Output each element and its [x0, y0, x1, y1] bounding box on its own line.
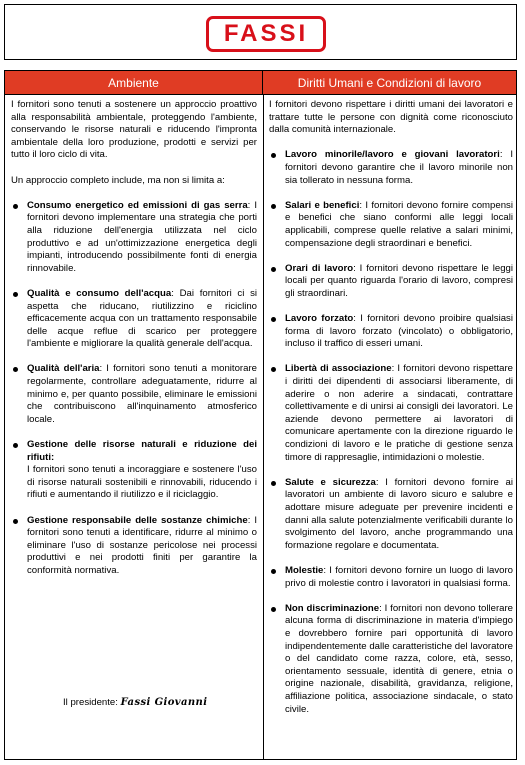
item-text: I fornitori sono tenuti a incoraggiare e sostenere l'uso di risorse naturali sostenibili e rinnovabili, riducendo i rifiuti e aumentando il riutilizzo e il riciclaggio.: [27, 464, 257, 501]
fassi-logo: [206, 16, 326, 52]
item-text: : I fornitori devono fornire compensi e benefici che siano conformi alle leggi locali applicabili, comprese quelle relative a salari minimi, compensazione degli straordinari e benefici.: [285, 199, 513, 249]
list-item: [269, 603, 513, 716]
logo-text: FASSI: [223, 20, 309, 47]
item-title: Lavoro minorile/lavoro e giovani lavoratori: [285, 149, 500, 161]
diritti-intro: I fornitori devono rispettare i diritti umani dei lavoratori e trattare tutte le persone con dignità come riconosciuto dalla comunità internazionale.: [269, 99, 513, 136]
item-text: : I fornitori non devono tollerare alcuna forma di discriminazione in materia d'impiego e dovrebbero fornire pari opportunità di lavoro indipendentemente dalle caratteristiche del lavoratore o del candidato come razza, colore, età, sesso, orientamento sessuale, identità di genere, etnia o origine nazionale, disabilità, gravidanza, religione, affiliazione politica, associazione sindacale, o stato civile.: [285, 602, 513, 715]
item-text: : I fornitori devono fornire ai lavoratori un ambiente di lavoro sicuro e salubre e adottare misure adeguate per prevenire incidenti e danni alla salute potenzialmente verificabili durante lo svolgimento del lavoro, anche programmando una formazione regolare e documentata.: [285, 476, 513, 551]
ambiente-intro-2: Un approccio completo include, ma non si limita a:: [11, 174, 225, 186]
column-ambiente: [11, 99, 257, 578]
list-item: [11, 439, 257, 502]
header-diritti-umani: Diritti Umani e Condizioni di lavoro: [263, 71, 516, 95]
list-item: [269, 565, 513, 590]
list-item: [269, 263, 513, 301]
item-title: Consumo energetico ed emissioni di gas serra: [27, 199, 248, 211]
signature: [63, 697, 207, 708]
item-text: : I fornitori devono implementare una strategia che porti alla riduzione dell'energia utilizzata nel ciclo produttivo e ad un'ottimizzazione energetica degli impianti, introducendo possibilmente fonti di energia rinnovabile.: [27, 199, 257, 274]
item-title: Libertà di associazione: [285, 363, 392, 375]
item-title: Qualità dell'aria: [27, 363, 100, 375]
list-item: [269, 149, 513, 187]
item-title: Non discriminazione: [285, 602, 380, 614]
item-title: Lavoro forzato: [285, 313, 354, 325]
item-text: : I fornitori sono tenuti a identificare, ridurre al minimo o eliminare l'uso di sostanze pericolose nei processi produttivi e nei prodotti finiti per garantire la conformità normativa.: [27, 514, 258, 576]
item-title: Gestione responsabile delle sostanze chimiche: [27, 514, 248, 526]
list-item: [269, 477, 513, 553]
item-text: : I fornitori devono fornire un luogo di lavoro privo di molestie contro i lavoratori in qualsiasi forma.: [285, 564, 513, 589]
item-title: Orari di lavoro: [285, 262, 354, 274]
list-item: [11, 200, 257, 276]
item-title: Gestione delle risorse naturali e riduzione dei rifiuti:: [27, 439, 257, 463]
item-text: : I fornitori devono rispettare le leggi locali per quanto riguarda l'orario di lavoro, compresi gli straordinari.: [285, 262, 513, 299]
list-item: [11, 515, 257, 578]
ambiente-list: [11, 200, 257, 578]
item-title: Qualità e consumo dell'acqua: [27, 287, 172, 299]
list-item: [11, 363, 257, 426]
item-text: : I fornitori sono tenuti a monitorare regolarmente, controllare adeguatamente, ridurre al minimo e, per quanto possibile, eliminare le emissioni che contribuiscono all'inquinamento atmosferico locale.: [27, 363, 257, 425]
signature-name: Fassi Giovanni: [120, 697, 208, 708]
item-title: Salute e sicurezza: [285, 476, 376, 488]
list-item: [269, 313, 513, 351]
item-text: : I fornitori devono rispettare i diritti dei dipendenti di associarsi liberamente, di aderire o non aderire a sindacati, contrattare collettivamente e di unirsi ai consigli dei lavoratori. Le aziende devono permettere ai lavoratori di comunicare apertamente con la direzione riguardo le condizioni di lavoro e le pratiche di gestione senza timore di rappresaglie, intimidazioni o molestie.: [285, 363, 513, 463]
item-text: : I fornitori devono garantire che il lavoro minorile non sia tollerato in nessuna forma.: [285, 149, 513, 186]
item-title: Salari e benefici: [285, 199, 360, 211]
list-item: [269, 363, 513, 464]
header-ambiente: Ambiente: [5, 71, 263, 95]
item-title: Molestie: [285, 564, 324, 576]
logo-header: [4, 4, 517, 60]
column-diritti-umani: [269, 99, 513, 716]
list-item: [11, 288, 257, 351]
signature-label: Il presidente:: [63, 697, 118, 708]
policy-table: [4, 70, 517, 760]
item-text: : I fornitori devono proibire qualsiasi forma di lavoro forzato (vincolato) o obbligatorio, incluso il traffico di esseri umani.: [285, 313, 513, 350]
list-item: [269, 200, 513, 250]
diritti-list: [269, 149, 513, 716]
ambiente-intro: I fornitori sono tenuti a sostenere un approccio proattivo alla responsabilità ambientale, proteggendo l'ambiente, conservando le risorse naturali e riducendo l'impronta ambientale della loro produzione, prodotti e servizi per tutto il loro ciclo di vita.: [11, 99, 257, 161]
column-divider: [263, 95, 264, 759]
item-text: : Dai fornitori ci si aspetta che riducano, riutilizzino e riciclino efficacemente acqua con un trattamento responsabile delle acque reflue di scarico per proteggere l'ambiente e migliorare la qualità generale dell'acqua.: [27, 287, 257, 350]
